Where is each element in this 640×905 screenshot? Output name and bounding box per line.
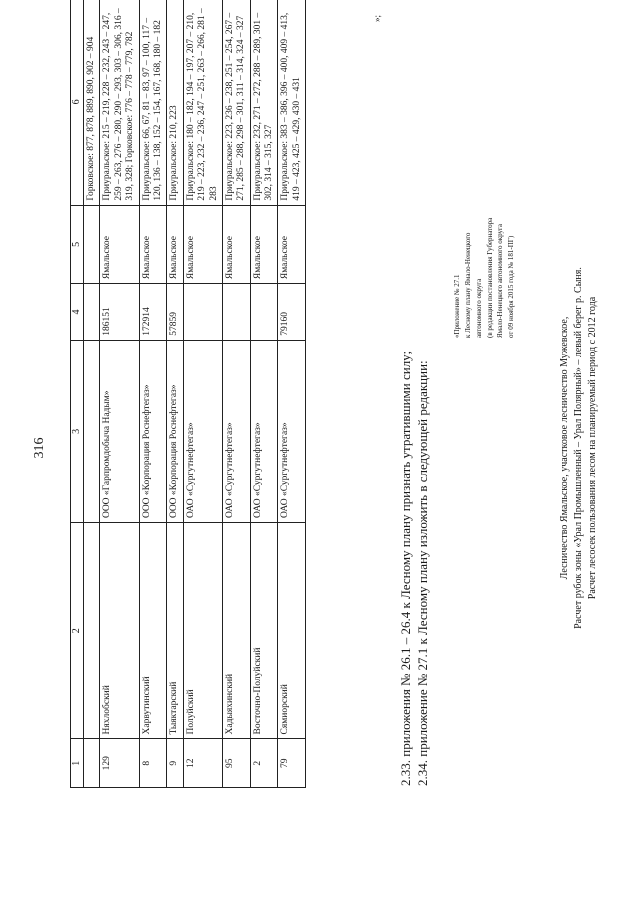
forestry-cell (84, 205, 100, 284)
forestry-cell: Ямальское (100, 205, 139, 284)
table-row (84, 0, 100, 788)
company-cell: ОАО «Сургутнефтегаз» (222, 340, 250, 522)
caption-line: Расчет лесосек пользования лесом на планируемый период с 2012 года (587, 296, 598, 600)
row-number-cell: 79 (278, 739, 306, 788)
area-name-cell: Харвутинский (139, 523, 167, 739)
table-header-row (71, 0, 84, 788)
company-cell: ООО «Гарпромдобыча Надым» (100, 340, 139, 522)
appendix-note-line: Ямало-Ненецкого автономного округа (496, 223, 505, 338)
area-name-cell (84, 523, 100, 739)
forestry-cell: Ямальское (183, 205, 222, 284)
header-cell: 1 (71, 739, 84, 788)
forestry-cell: Ямальское (167, 205, 183, 284)
company-cell: ООО «Корпорация Роснефтегаз» (167, 340, 183, 522)
table-row (100, 0, 139, 788)
table-row (250, 0, 278, 788)
license-cell (250, 284, 278, 341)
appendix-note (452, 218, 517, 338)
header-cell: 3 (71, 340, 84, 522)
quarters-cell: Приуральское: 232, 271 – 272, 288 – 289, 301 – 302, 314 – 315, 327 (250, 0, 278, 205)
table-row (222, 0, 250, 788)
license-cell: 172914 (139, 284, 167, 341)
table-row (139, 0, 167, 788)
caption-line: Расчет рубок зоны «Урал Промышленный – Урал Полярный» – левый берег р. Сыня. (573, 267, 584, 629)
table-row (167, 0, 183, 788)
row-number-cell: 9 (167, 739, 183, 788)
quarters-cell: Приуральское: 383 – 386, 396 – 400, 409 – 413, 419 – 423, 425 – 429, 430 – 431 (278, 0, 306, 205)
forest-plan-table (70, 0, 306, 788)
company-cell: ОАО «Сургутнефтегаз» (250, 340, 278, 522)
forestry-cell: Ямальское (139, 205, 167, 284)
quarters-cell: Приуральское: 210, 223 (167, 0, 183, 205)
header-cell: 4 (71, 284, 84, 341)
instruction-restate: 2.34. приложение № 27.1 к Лесному плану изложить в следующей редакции: (415, 360, 430, 786)
area-name-cell: Хадыяхинский (222, 523, 250, 739)
quarters-cell: Приуральское: 223, 236 – 238, 251 – 254, 267 – 271, 285 – 288, 298 – 301, 311 – 314, 324 – 327 (222, 0, 250, 205)
appendix-note-line: к Лесному плану Ямало-Ненецкого (463, 232, 472, 338)
quarters-cell: Приуральское: 66, 67, 81 – 83, 97 – 100, 117 – 120, 136 – 138, 152 – 154, 167, 168, 180 – 182 (139, 0, 167, 205)
row-number-cell: 2 (250, 739, 278, 788)
forestry-cell: Ямальское (278, 205, 306, 284)
row-number-cell: 95 (222, 739, 250, 788)
caption-line: Лесничество Ямальское, участковое лесничество Мужевское, (559, 316, 570, 580)
instruction-repeal: 2.33. приложения № 26.1 – 26.4 к Лесному плану признать утратившими силу; (398, 350, 413, 786)
company-cell (84, 340, 100, 522)
license-cell (84, 284, 100, 341)
appendix-note-line: автономного округа (474, 278, 483, 338)
forestry-cell: Ямальское (250, 205, 278, 284)
license-cell (222, 284, 250, 341)
license-cell: 186151 (100, 284, 139, 341)
row-number-cell: 12 (183, 739, 222, 788)
quarters-cell: Приуральское: 215 – 219, 228 – 232, 243 – 247, 259 – 263, 276 – 280, 290 – 293, 303 – 306, 316 – 319, 328; Горковское: 776 – 778 – 779, 782 (100, 0, 139, 205)
row-number-cell: 129 (100, 739, 139, 788)
license-cell: 57859 (167, 284, 183, 341)
company-cell: ОАО «Сургутнефтегаз» (183, 340, 222, 522)
area-name-cell: Сямиорский (278, 523, 306, 739)
area-name-cell: Полуйский (183, 523, 222, 739)
header-cell: 6 (71, 0, 84, 205)
appendix-note-line: (в редакции постановления Губернатора (485, 217, 494, 338)
table-row (183, 0, 222, 788)
license-cell (183, 284, 222, 341)
area-name-cell: Восточно-Полуйский (250, 523, 278, 739)
appendix-note-line: «Приложение № 27.1 (453, 274, 461, 338)
license-cell: 79160 (278, 284, 306, 341)
forestry-cell: Ямальское (222, 205, 250, 284)
area-name-cell: Тыяктарский (167, 523, 183, 739)
company-cell: ООО «Корпорация Роснефтегаз» (139, 340, 167, 522)
quarters-cell: Приуральское: 180 – 182, 194 – 197, 207 – 210, 219 – 223, 232 – 236, 247 – 251, 263 – 266, 281 – 283 (183, 0, 222, 205)
quarters-cell: Горковское: 877, 878, 889, 890, 902 – 904 (84, 0, 100, 205)
page-number: 316 (32, 437, 47, 459)
table-row (278, 0, 306, 788)
appendix-note-line: от 09 ноября 2015 года № 181-ПГ) (507, 235, 516, 338)
area-name-cell: Няхлобский (100, 523, 139, 739)
closing-quote-mark: »; (372, 14, 382, 22)
header-cell: 5 (71, 205, 84, 284)
row-number-cell (84, 739, 100, 788)
row-number-cell: 8 (139, 739, 167, 788)
header-cell: 2 (71, 523, 84, 739)
company-cell: ОАО «Сургутнефтегаз» (278, 340, 306, 522)
